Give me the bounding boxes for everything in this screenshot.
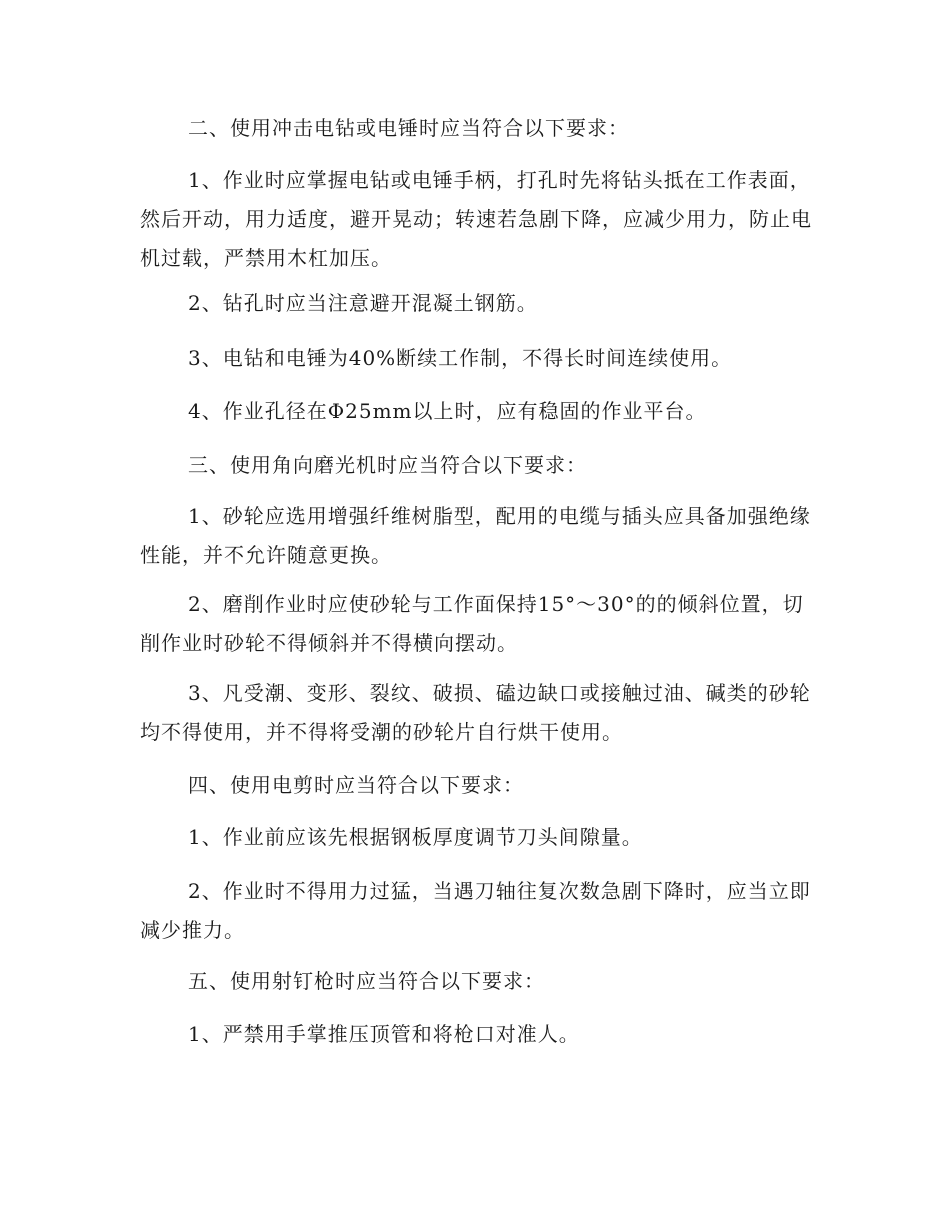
section-heading-2: 二、使用冲击电钻或电锤时应当符合以下要求： [188, 116, 629, 140]
paragraph: 2、磨削作业时应使砂轮与工作面保持15°～30°的的倾斜位置，切削作业时砂轮不得倾斜并不得横向摆动。 [140, 592, 804, 655]
section-heading-3: 三、使用角向磨光机时应当符合以下要求： [188, 453, 587, 477]
section-heading-4: 四、使用电剪时应当符合以下要求： [188, 773, 524, 797]
paragraph: 1、严禁用手掌推压顶管和将枪口对准人。 [188, 1022, 580, 1046]
paragraph: 1、作业前应该先根据钢板厚度调节刀头间隙量。 [188, 825, 643, 849]
paragraph: 2、钻孔时应当注意避开混凝土钢筋。 [188, 291, 538, 315]
paragraph: 1、砂轮应选用增强纤维树脂型，配用的电缆与插头应具备加强绝缘性能，并不允许随意更换。 [140, 504, 811, 567]
section-heading-5: 五、使用射钉枪时应当符合以下要求： [188, 969, 545, 993]
paragraph: 3、凡受潮、变形、裂纹、破损、磕边缺口或接触过油、碱类的砂轮均不得使用，并不得将受潮的砂轮片自行烘干使用。 [140, 681, 811, 744]
paragraph: 3、电钻和电锤为40%断续工作制，不得长时间连续使用。 [188, 346, 733, 370]
paragraph: 1、作业时应掌握电钻或电锤手柄，打孔时先将钻头抵在工作表面，然后开动，用力适度，避开晃动；转速若急剧下降，应减少用力，防止电机过载，严禁用木杠加压。 [140, 168, 812, 270]
paragraph: 2、作业时不得用力过猛，当遇刀轴往复次数急剧下降时，应当立即减少推力。 [140, 879, 811, 942]
paragraph: 4、作业孔径在Φ25mm以上时，应有稳固的作业平台。 [188, 399, 707, 423]
